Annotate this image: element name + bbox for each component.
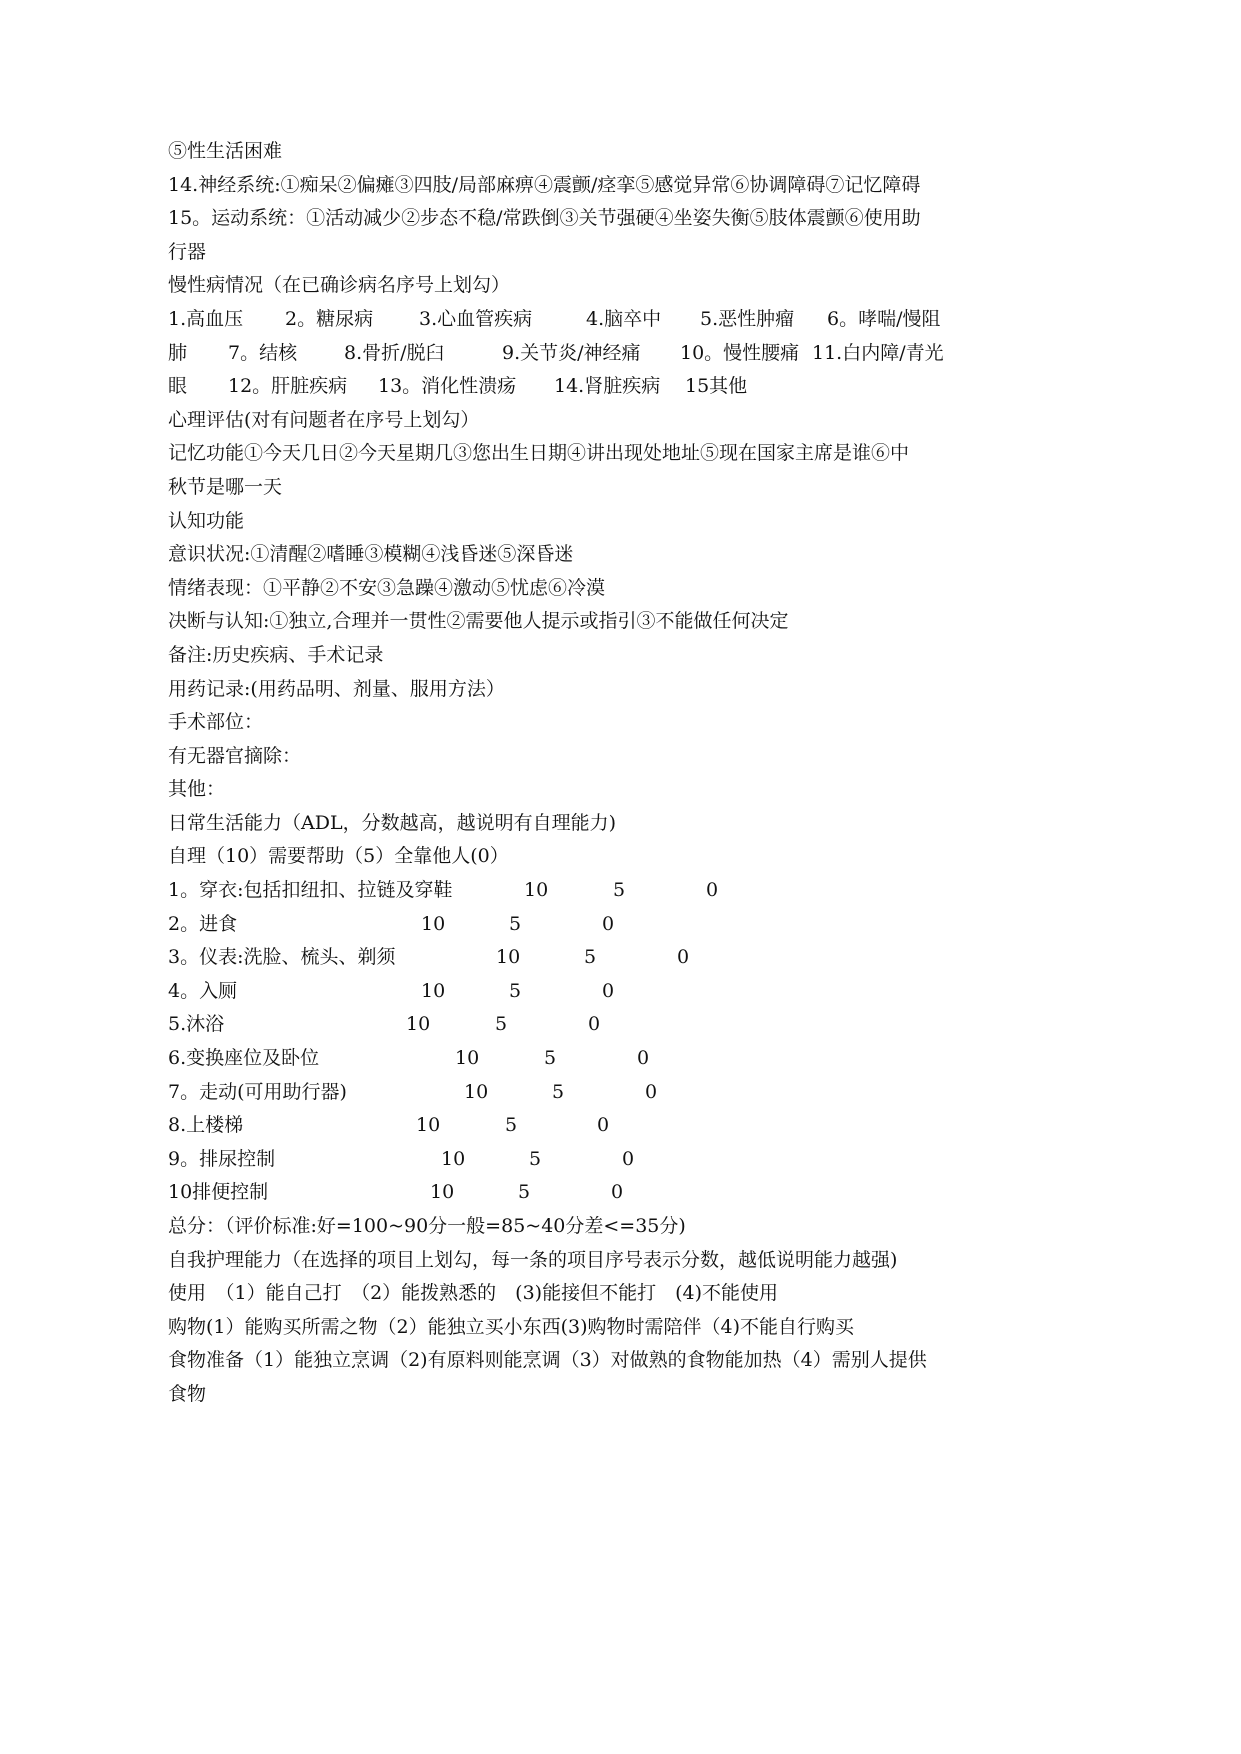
chronic-item: 12。肝脏疾病 — [228, 375, 348, 398]
adl-score: 10 — [406, 1013, 431, 1036]
adl-row — [168, 941, 948, 975]
chronic-item: 3.心血管疾病 — [419, 307, 533, 330]
adl-item: 5.沐浴 — [168, 1013, 225, 1036]
adl-score: 10 — [455, 1047, 480, 1070]
adl-row — [168, 1042, 948, 1076]
adl-score: 0 — [677, 946, 690, 969]
text-line: 14.神经系统:①痴呆②偏瘫③四肢/局部麻痹④震颤/痉挛⑤感觉异常⑥协调障碍⑦记忆障碍 — [168, 173, 921, 196]
chronic-row — [168, 303, 948, 337]
chronic-item: 10。慢性腰痛 — [680, 341, 800, 364]
adl-score: 10 — [421, 912, 446, 935]
adl-score: 5 — [544, 1047, 557, 1070]
text-line: 其他： — [168, 778, 226, 801]
selfcare-phone: 使用 （1）能自己打 （2）能拨熟悉的 (3)能接但不能打 (4)不能使用 — [168, 1282, 779, 1305]
chronic-item: 4.脑卒中 — [586, 307, 662, 330]
adl-row — [168, 1008, 948, 1042]
adl-row — [168, 975, 948, 1009]
section-heading: 慢性病情况（在已确诊病名序号上划勾） — [168, 274, 511, 297]
adl-total: 总分：（评价标准:好=100~90分一般=85~40分差<=35分) — [168, 1215, 686, 1237]
adl-score: 10 — [430, 1181, 455, 1204]
chronic-item: 2。糖尿病 — [285, 307, 374, 330]
chronic-item: 13。消化性溃疡 — [378, 375, 517, 398]
document-body — [168, 135, 948, 1412]
adl-score: 0 — [602, 912, 615, 935]
adl-score: 0 — [597, 1114, 610, 1137]
text-line: 秋节是哪一天 — [168, 475, 283, 498]
adl-item: 7。走动(可用助行器) — [168, 1080, 347, 1103]
adl-score: 10 — [416, 1114, 441, 1137]
adl-score: 5 — [552, 1080, 565, 1103]
text-line: 认知功能 — [168, 509, 245, 532]
text-line: 备注:历史疾病、手术记录 — [168, 643, 384, 666]
adl-score: 5 — [505, 1114, 518, 1137]
section-heading: 心理评估(对有问题者在序号上划勾） — [168, 408, 480, 431]
text-line: 自理（10）需要帮助（5）全靠他人(0） — [168, 845, 509, 868]
adl-score: 10 — [421, 979, 446, 1002]
chronic-item: 6。哮喘/慢阻 — [827, 307, 941, 330]
adl-score: 0 — [602, 979, 615, 1002]
adl-score: 10 — [464, 1080, 489, 1103]
adl-item: 1。穿衣:包括扣纽扣、拉链及穿鞋 — [168, 879, 453, 902]
adl-item: 3。仪表:洗脸、梳头、剃须 — [168, 946, 396, 969]
adl-row — [168, 1076, 948, 1110]
adl-item: 2。进食 — [168, 912, 238, 935]
adl-score: 0 — [611, 1181, 624, 1204]
adl-score: 10 — [524, 879, 549, 902]
selfcare-food: 食物准备（1）能独立烹调（2)有原料则能烹调（3）对做熟的食物能加热（4）需别人提供 — [168, 1349, 927, 1372]
adl-score: 0 — [622, 1147, 635, 1170]
chronic-item: 7。结核 — [228, 341, 298, 364]
text-line: 记忆功能①今天几日②今天星期几③您出生日期④讲出现处地址⑤现在国家主席是谁⑥中 — [168, 442, 910, 465]
adl-row — [168, 1176, 948, 1210]
adl-item: 6.变换座位及卧位 — [168, 1047, 320, 1070]
adl-score: 5 — [518, 1181, 531, 1204]
adl-score: 5 — [495, 1013, 508, 1036]
selfcare-shopping: 购物(1）能购买所需之物（2）能独立买小东西(3)购物时需陪伴（4)不能自行购买 — [168, 1315, 855, 1338]
adl-score: 0 — [637, 1047, 650, 1070]
adl-score: 10 — [441, 1147, 466, 1170]
adl-score: 5 — [509, 912, 522, 935]
chronic-item: 肺 — [168, 341, 188, 364]
text-line: 意识状况:①清醒②嗜睡③模糊④浅昏迷⑤深昏迷 — [168, 543, 574, 566]
text-line: ⑤性生活困难 — [168, 140, 283, 162]
section-heading: 自我护理能力（在选择的项目上划勾，每一条的项目序号表示分数，越低说明能力越强) — [168, 1248, 898, 1271]
adl-score: 0 — [588, 1013, 601, 1036]
adl-item: 10排便控制 — [168, 1181, 269, 1204]
adl-score: 10 — [496, 946, 521, 969]
text-line: 情绪表现：①平静②不安③急躁④激动⑤忧虑⑥冷漠 — [168, 576, 606, 599]
adl-row — [168, 874, 948, 908]
adl-score: 5 — [529, 1147, 542, 1170]
text-line: 15。运动系统：①活动减少②步态不稳/常跌倒③关节强硬④坐姿失衡⑤肢体震颤⑥使用助 — [168, 207, 921, 230]
chronic-item: 1.高血压 — [168, 307, 244, 330]
chronic-row — [168, 337, 948, 371]
chronic-item: 11.白内障/青光 — [812, 341, 944, 364]
adl-item: 8.上楼梯 — [168, 1114, 244, 1137]
adl-row — [168, 1109, 948, 1143]
adl-row — [168, 1143, 948, 1177]
text-line: 行器 — [168, 240, 207, 263]
text-line: 有无器官摘除： — [168, 744, 302, 767]
adl-score: 0 — [645, 1080, 658, 1103]
chronic-item: 15其他 — [685, 375, 748, 398]
adl-score: 5 — [584, 946, 597, 969]
chronic-item: 5.恶性肿瘤 — [700, 307, 795, 330]
chronic-row — [168, 370, 948, 404]
chronic-item: 眼 — [168, 375, 188, 398]
section-heading: 日常生活能力（ADL，分数越高，越说明有自理能力) — [168, 811, 616, 834]
text-line: 决断与认知:①独立,合理并一贯性②需要他人提示或指引③不能做任何决定 — [168, 610, 789, 633]
adl-row — [168, 908, 948, 942]
adl-item: 9。排尿控制 — [168, 1147, 276, 1170]
adl-score: 0 — [706, 879, 719, 902]
adl-score: 5 — [509, 979, 522, 1002]
selfcare-food-cont: 食物 — [168, 1382, 207, 1405]
text-line: 用药记录:(用药品明、剂量、服用方法） — [168, 677, 505, 700]
adl-score: 5 — [613, 879, 626, 902]
adl-item: 4。入厕 — [168, 979, 238, 1002]
chronic-item: 14.肾脏疾病 — [554, 375, 661, 398]
text-line: 手术部位： — [168, 711, 264, 734]
chronic-item: 9.关节炎/神经痛 — [502, 341, 641, 364]
chronic-item: 8.骨折/脱臼 — [344, 341, 445, 364]
